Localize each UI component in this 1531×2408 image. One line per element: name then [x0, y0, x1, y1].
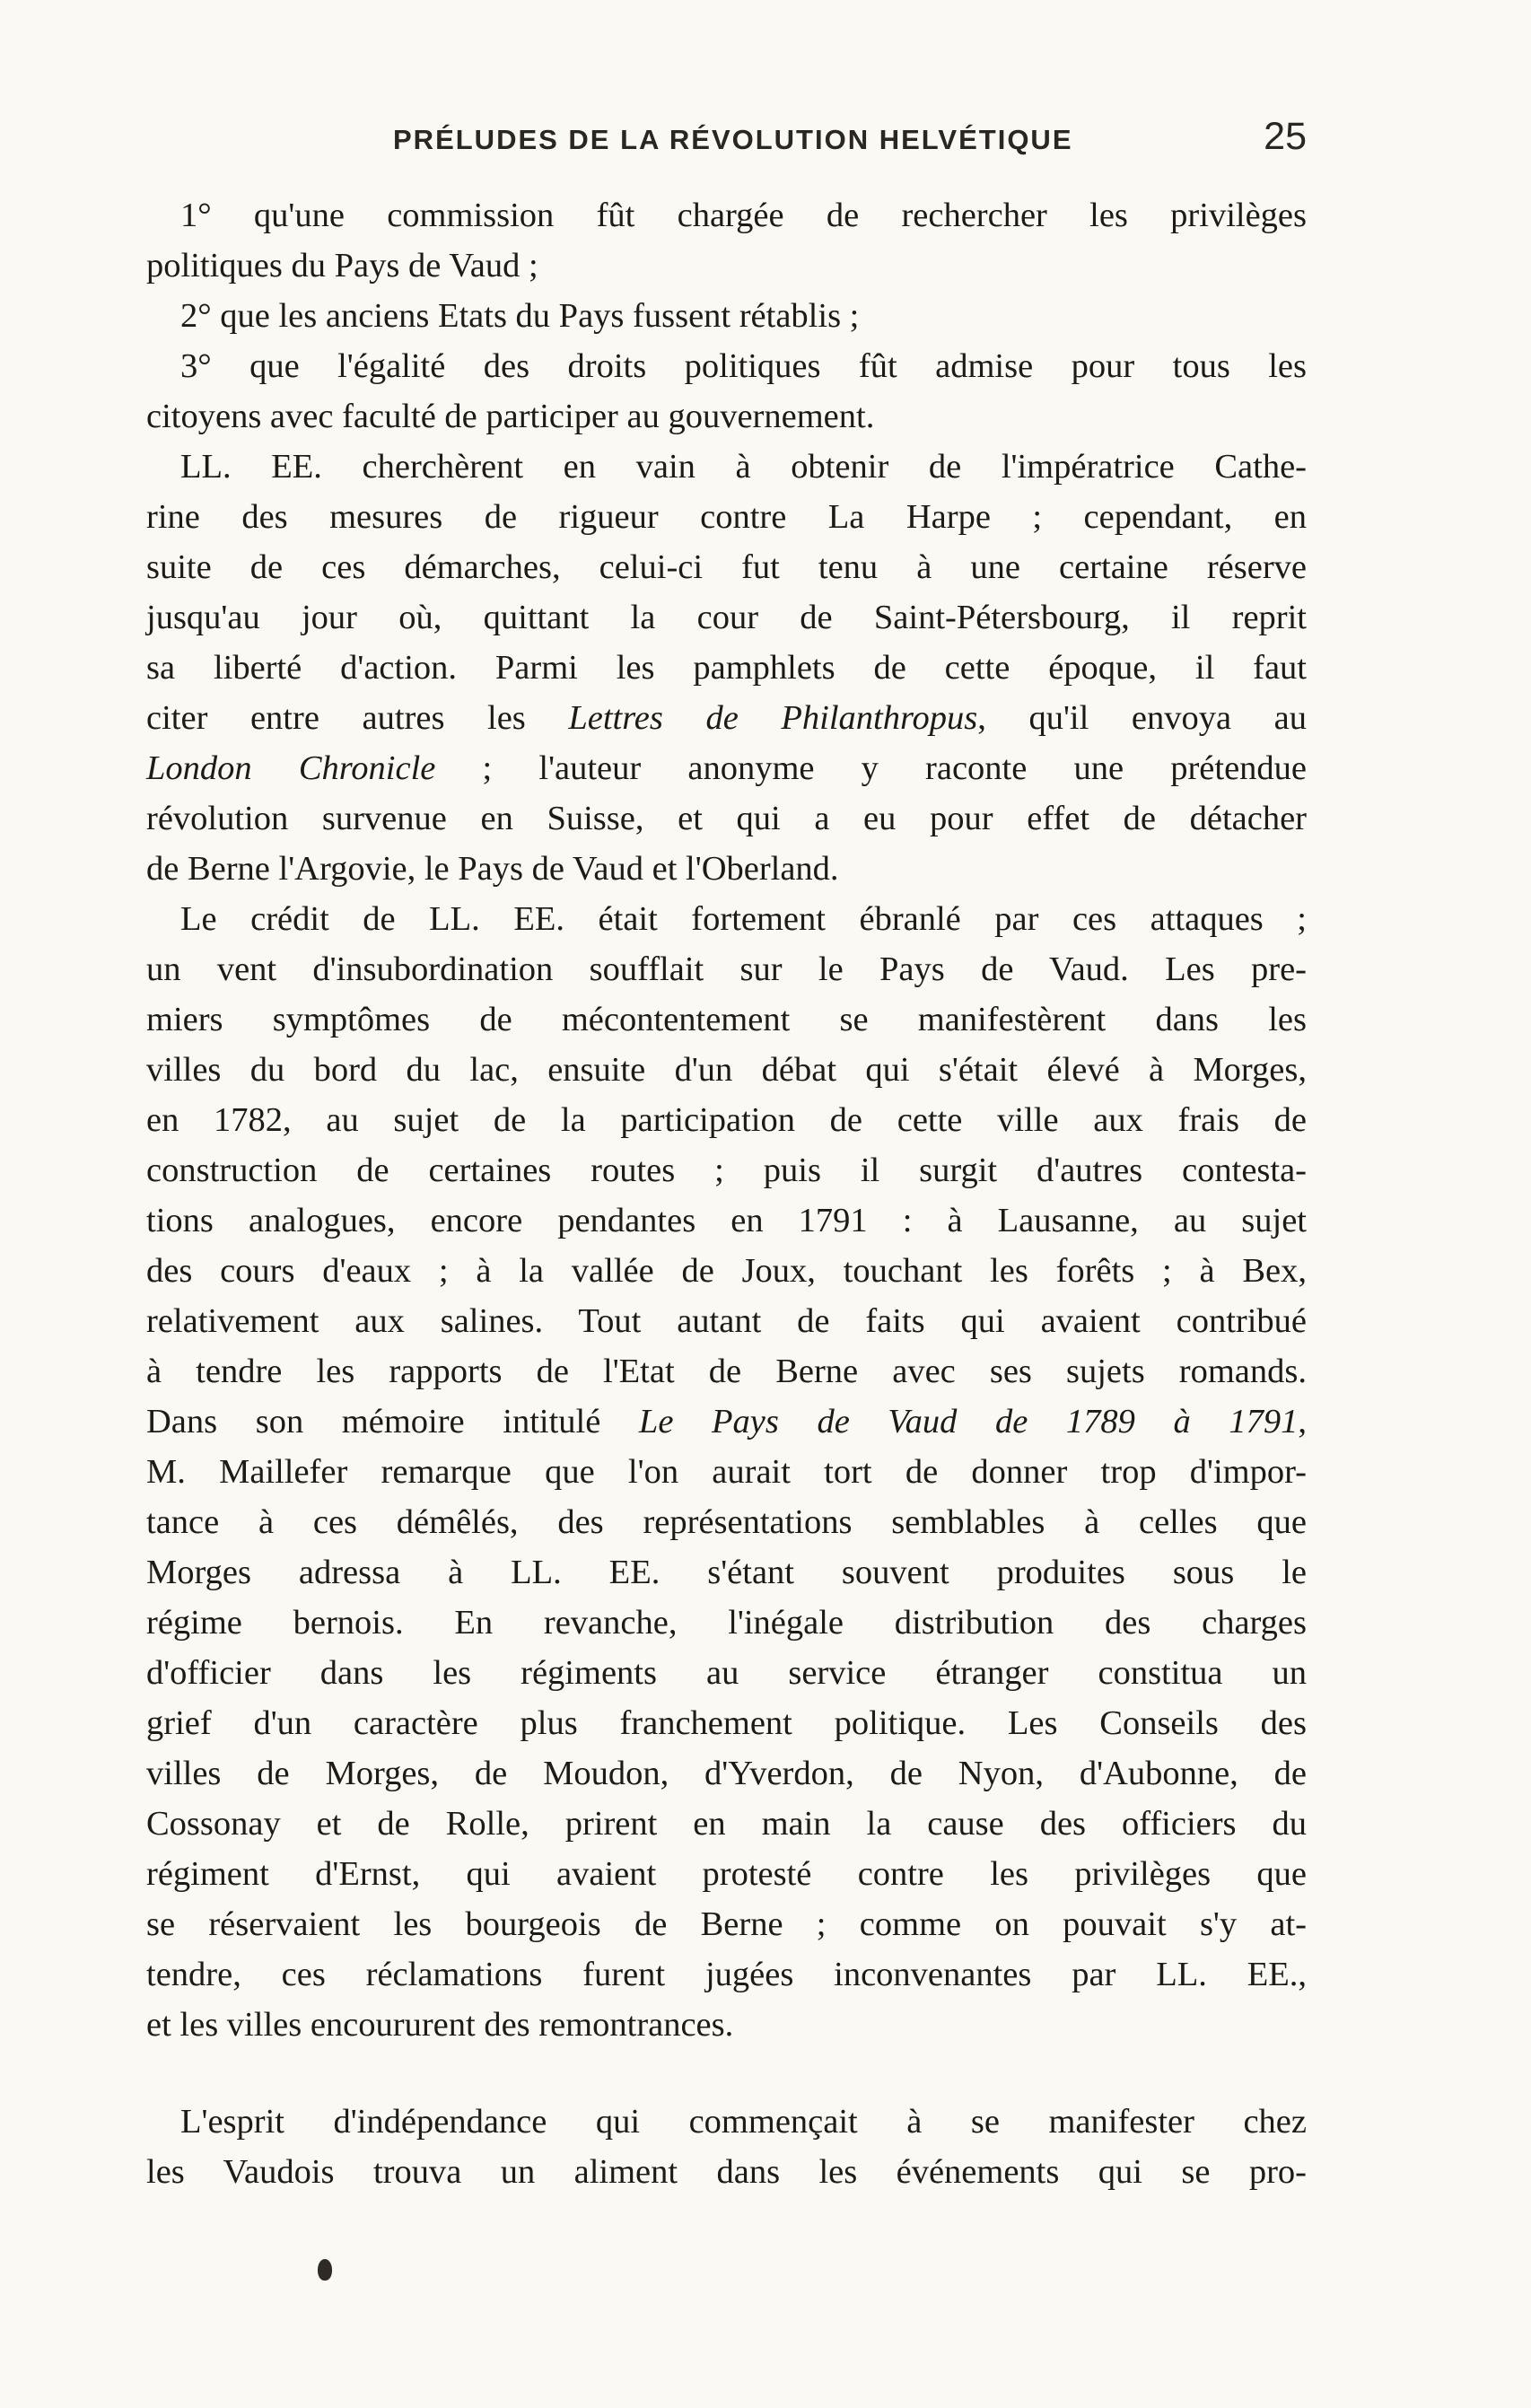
text-line: politiques du Pays de Vaud ; [146, 247, 538, 285]
text-line: à tendre les rapports de l'Etat de Berne avec ses sujets romands. [146, 1353, 1307, 1390]
printer-mark-icon [318, 2259, 332, 2281]
text-line: tions analogues, encore pendantes en 1791 : à Lausanne, au sujet [146, 1202, 1307, 1239]
text-line: se réservaient les bourgeois de Berne ; comme on pouvait s'y at- [146, 1905, 1307, 1943]
text-line: miers symptômes de mécontentement se manifestèrent dans les [146, 1001, 1307, 1038]
text-line: grief d'un caractère plus franchement politique. Les Conseils des [146, 1704, 1307, 1742]
text-line: Dans son mémoire intitulé Le Pays de Vaud de 1789 à 1791, [146, 1403, 1308, 1440]
text-line: construction de certaines routes ; puis il surgit d'autres contesta- [146, 1151, 1307, 1189]
text-line: citer entre autres les Lettres de Philanthropus, qu'il envoya au [146, 699, 1307, 737]
running-title: PRÉLUDES DE LA RÉVOLUTION HELVÉTIQUE [393, 124, 1073, 155]
text-line: 2° que les anciens Etats du Pays fussent rétablis ; [180, 297, 860, 335]
italic-title: Lettres de Philanthropus [568, 699, 978, 737]
text-line: régiment d'Ernst, qui avaient protesté contre les privilèges que [146, 1855, 1307, 1893]
text-line: LL. EE. cherchèrent en vain à obtenir de l'impératrice Cathe- [180, 448, 1307, 486]
body-text [146, 190, 1307, 2197]
text-line: L'esprit d'indépendance qui commençait à se manifester chez [180, 2103, 1307, 2141]
italic-title: Le Pays de Vaud de 1789 à 1791 [638, 1403, 1299, 1440]
text-line: en 1782, au sujet de la participation de cette ville aux frais de [146, 1101, 1307, 1139]
paragraph-gap [146, 2050, 1307, 2097]
text-line: sa liberté d'action. Parmi les pamphlets de cette époque, il faut [146, 649, 1307, 687]
text-line: et les villes encoururent des remontrances. [146, 2006, 734, 2044]
text-line: Morges adressa à LL. EE. s'étant souvent produites sous le [146, 1554, 1307, 1591]
text-line: les Vaudois trouva un aliment dans les événements qui se pro- [146, 2153, 1307, 2191]
text-line: relativement aux salines. Tout autant de faits qui avaient contribué [146, 1302, 1307, 1340]
text-line: Cossonay et de Rolle, prirent en main la cause des officiers du [146, 1805, 1307, 1843]
text-line: villes de Morges, de Moudon, d'Yverdon, de Nyon, d'Aubonne, de [146, 1755, 1307, 1792]
text-line: London Chronicle ; l'auteur anonyme y raconte une prétendue [146, 749, 1307, 787]
text-line: un vent d'insubordination soufflait sur le Pays de Vaud. Les pre- [146, 950, 1307, 988]
text-line: citoyens avec faculté de participer au gouvernement. [146, 398, 875, 435]
text-line: des cours d'eaux ; à la vallée de Joux, touchant les forêts ; à Bex, [146, 1252, 1307, 1290]
text-line: jusqu'au jour où, quittant la cour de Saint-Pétersbourg, il reprit [146, 599, 1307, 636]
text-line: Le crédit de LL. EE. était fortement ébranlé par ces attaques ; [180, 900, 1307, 938]
text-line: tance à ces démêlés, des représentations semblables à celles que [146, 1503, 1307, 1541]
text-line: M. Maillefer remarque que l'on aurait tort de donner trop d'impor- [146, 1453, 1307, 1491]
text-line: d'officier dans les régiments au service étranger constitua un [146, 1654, 1307, 1692]
text-line: suite de ces démarches, celui-ci fut tenu à une certaine réserve [146, 548, 1307, 586]
text-line: rine des mesures de rigueur contre La Harpe ; cependant, en [146, 498, 1307, 536]
page-header [146, 115, 1307, 169]
text-line: révolution survenue en Suisse, et qui a eu pour effet de détacher [146, 800, 1307, 837]
text-line: villes du bord du lac, ensuite d'un débat qui s'était élevé à Morges, [146, 1051, 1307, 1089]
text-line: 1° qu'une commission fût chargée de rechercher les privilèges [180, 197, 1307, 234]
page-number: 25 [1264, 115, 1307, 158]
text-line: régime bernois. En revanche, l'inégale distribution des charges [146, 1604, 1307, 1642]
italic-title: London Chronicle [146, 749, 436, 787]
text-line: 3° que l'égalité des droits politiques fût admise pour tous les [180, 347, 1307, 385]
text-line: de Berne l'Argovie, le Pays de Vaud et l'Oberland. [146, 850, 839, 888]
text-line: tendre, ces réclamations furent jugées inconvenantes par LL. EE., [146, 1956, 1307, 1993]
